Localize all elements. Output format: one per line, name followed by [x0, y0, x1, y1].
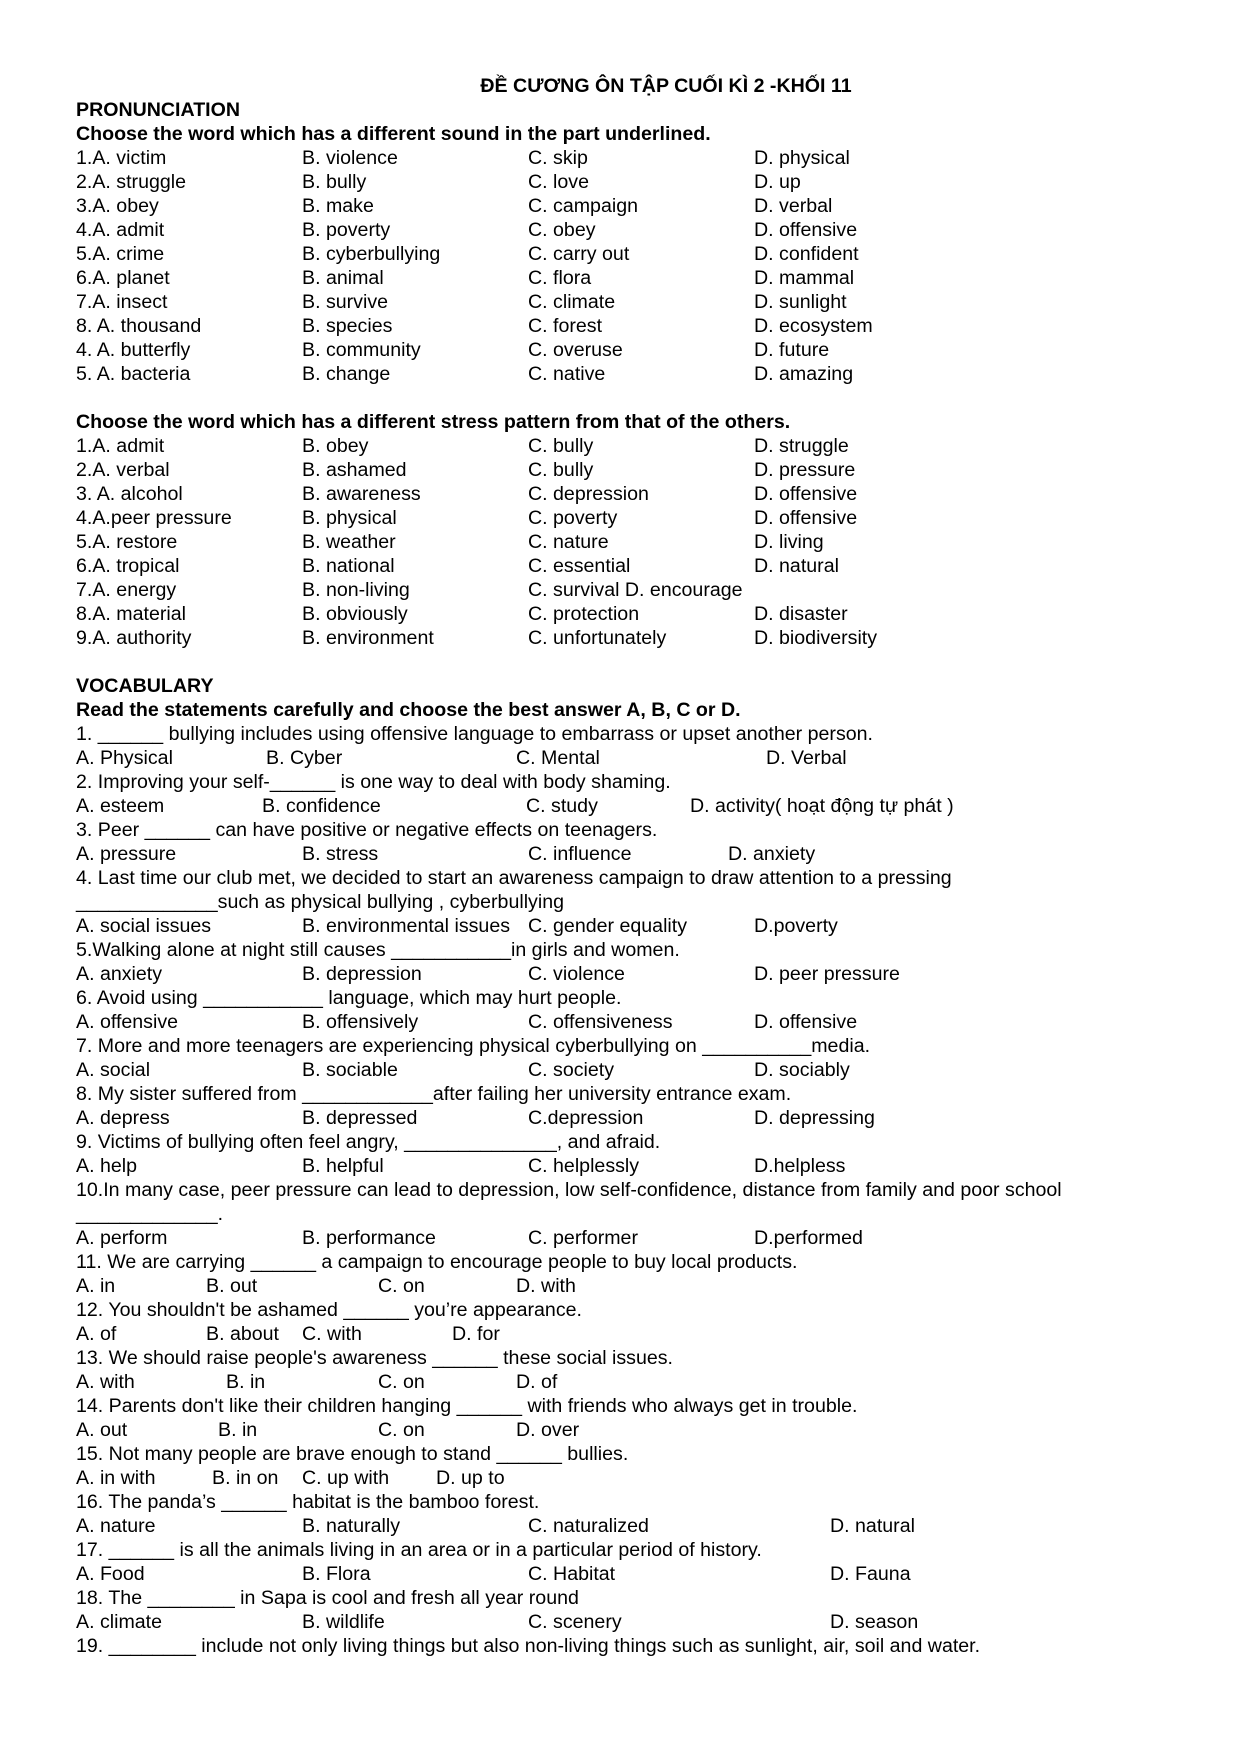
answer-option: C. love: [528, 171, 589, 193]
answer-option: D. up: [754, 171, 801, 193]
answer-option: 1.A. victim: [76, 147, 167, 169]
answer-options-row: [76, 1010, 1176, 1034]
answer-option: A. of: [76, 1323, 117, 1345]
question-text: 10.In many case, peer pressure can lead to depression, low self-confidence, distance from family and poor school: [76, 1179, 1062, 1201]
answer-option: B. helpful: [302, 1155, 384, 1177]
answer-option: D. activity( hoạt động tự phát ): [690, 795, 954, 817]
question-text: 18. The ________ in Sapa is cool and fresh all year round: [76, 1587, 579, 1609]
answer-options-row: [76, 914, 1176, 938]
answer-option: C. performer: [528, 1227, 638, 1249]
pronunciation-heading: PRONUNCIATION: [76, 99, 241, 121]
answer-option: A. in: [76, 1275, 116, 1297]
answer-option: A. Food: [76, 1563, 145, 1585]
answer-option: D. mammal: [754, 267, 855, 289]
answer-option: B. Cyber: [266, 747, 343, 769]
answer-option: D. sociably: [754, 1059, 850, 1081]
answer-option: 9.A. authority: [76, 627, 192, 649]
answer-option: D. offensive: [754, 483, 858, 505]
answer-option: B. cyberbullying: [302, 243, 441, 265]
answer-option: C. survival D. encourage: [528, 579, 743, 601]
answer-option: C. scenery: [528, 1611, 622, 1633]
answer-option: 8. A. thousand: [76, 315, 202, 337]
answer-option: C. carry out: [528, 243, 630, 265]
question-row: [76, 626, 1176, 650]
answer-option: C. bully: [528, 435, 594, 457]
answer-option: B. sociable: [302, 1059, 398, 1081]
answer-option: D. confident: [754, 243, 859, 265]
answer-option: C. on: [378, 1275, 425, 1297]
question-row: [76, 266, 1176, 290]
answer-option: C. forest: [528, 315, 603, 337]
answer-option: D. anxiety: [728, 843, 816, 865]
answer-options-row: [76, 842, 1176, 866]
answer-option: D. pressure: [754, 459, 856, 481]
answer-option: B. confidence: [262, 795, 381, 817]
answer-option: A. offensive: [76, 1011, 179, 1033]
answer-option: B. violence: [302, 147, 398, 169]
question-row: [76, 338, 1176, 362]
answer-option: D. future: [754, 339, 830, 361]
answer-option: 8.A. material: [76, 603, 186, 625]
answer-option: B. animal: [302, 267, 384, 289]
answer-option: A. social issues: [76, 915, 212, 937]
vocabulary-instruction: Read the statements carefully and choose the best answer A, B, C or D.: [76, 699, 741, 721]
question-text: 16. The panda’s ______ habitat is the bamboo forest.: [76, 1491, 540, 1513]
answer-option: B. physical: [302, 507, 397, 529]
answer-option: D. of: [516, 1371, 558, 1393]
answer-option: D. over: [516, 1419, 580, 1441]
answer-option: D. offensive: [754, 1011, 858, 1033]
answer-option: A. social: [76, 1059, 151, 1081]
answer-option: D. offensive: [754, 219, 858, 241]
answer-option: 7.A. insect: [76, 291, 168, 313]
answer-option: D. sunlight: [754, 291, 847, 313]
answer-option: B. wildlife: [302, 1611, 385, 1633]
answer-option: C. obey: [528, 219, 596, 241]
answer-option: D. Verbal: [766, 747, 847, 769]
answer-option: B. stress: [302, 843, 379, 865]
question-text: 8. My sister suffered from ____________after failing her university entrance exam.: [76, 1083, 792, 1105]
answer-option: D. peer pressure: [754, 963, 900, 985]
answer-option: C. bully: [528, 459, 594, 481]
answer-option: [754, 578, 1054, 602]
answer-option: 6.A. tropical: [76, 555, 180, 577]
vocabulary-question-list: [76, 722, 1176, 1658]
answer-option: 5.A. restore: [76, 531, 178, 553]
question-row: [76, 314, 1176, 338]
answer-option: 7.A. energy: [76, 579, 177, 601]
question-text: _____________.: [76, 1203, 224, 1225]
answer-option: A. climate: [76, 1611, 163, 1633]
answer-option: A. pressure: [76, 843, 177, 865]
answer-option: A. help: [76, 1155, 138, 1177]
vocabulary-heading: VOCABULARY: [76, 675, 214, 697]
answer-options-row: [76, 1154, 1176, 1178]
answer-option: B. obey: [302, 435, 369, 457]
question-row: [76, 554, 1176, 578]
question-text: 12. You shouldn't be ashamed ______ you’re appearance.: [76, 1299, 582, 1321]
answer-option: A. anxiety: [76, 963, 163, 985]
answer-option: D. natural: [754, 555, 839, 577]
answer-option: A. esteem: [76, 795, 165, 817]
answer-option: 3. A. alcohol: [76, 483, 183, 505]
question-text: 19. ________ include not only living things but also non-living things such as sunlight, air, soil and water.: [76, 1635, 981, 1657]
question-text: 15. Not many people are brave enough to stand ______ bullies.: [76, 1443, 629, 1465]
answer-option: B. weather: [302, 531, 396, 553]
answer-options-row: [76, 962, 1176, 986]
answer-option: D. physical: [754, 147, 850, 169]
answer-options-row: [76, 1418, 1176, 1442]
answer-option: C. unfortunately: [528, 627, 667, 649]
answer-option: A. perform: [76, 1227, 168, 1249]
answer-option: A. with: [76, 1371, 135, 1393]
page-title: ĐỀ CƯƠNG ÔN TẬP CUỐI KÌ 2 -KHỐI 11: [480, 75, 852, 97]
answer-option: B. in: [218, 1419, 258, 1441]
question-text: 17. ______ is all the animals living in an area or in a particular period of history.: [76, 1539, 762, 1561]
answer-option: C. naturalized: [528, 1515, 649, 1537]
answer-option: B. performance: [302, 1227, 436, 1249]
answer-option: C. influence: [528, 843, 632, 865]
answer-option: B. naturally: [302, 1515, 401, 1537]
answer-option: 4.A. admit: [76, 219, 165, 241]
answer-options-row: [76, 1370, 1176, 1394]
answer-option: D. Fauna: [830, 1563, 911, 1585]
answer-option: A. out: [76, 1419, 128, 1441]
question-text: 2. Improving your self-______ is one way to deal with body shaming.: [76, 771, 671, 793]
answer-option: C. helplessly: [528, 1155, 640, 1177]
answer-option: D.poverty: [754, 915, 838, 937]
answer-option: B. offensively: [302, 1011, 419, 1033]
spacer: [76, 650, 1176, 674]
answer-option: C. Habitat: [528, 1563, 616, 1585]
question-row: [76, 434, 1176, 458]
stress-question-list: [76, 434, 1176, 650]
answer-option: D. season: [830, 1611, 919, 1633]
answer-options-row: [76, 1610, 1176, 1634]
answer-option: C. essential: [528, 555, 631, 577]
answer-option: A. in with: [76, 1467, 156, 1489]
answer-option: D. depressing: [754, 1107, 875, 1129]
answer-option: C. on: [378, 1371, 425, 1393]
pronunciation-instruction-stress: Choose the word which has a different stress pattern from that of the others.: [76, 411, 791, 433]
question-text: 1. ______ bullying includes using offensive language to embarrass or upset another person.: [76, 723, 873, 745]
question-text: 14. Parents don't like their children hanging ______ with friends who always get in trouble.: [76, 1395, 858, 1417]
answer-option: B. environment: [302, 627, 434, 649]
question-text: 4. Last time our club met, we decided to start an awareness campaign to draw attention to a pressing: [76, 867, 952, 889]
question-text: 9. Victims of bullying often feel angry, ______________, and afraid.: [76, 1131, 661, 1153]
answer-option: 2.A. verbal: [76, 459, 170, 481]
answer-option: 5. A. bacteria: [76, 363, 191, 385]
answer-options-row: [76, 746, 1176, 770]
answer-option: B. in on: [212, 1467, 279, 1489]
answer-option: B. awareness: [302, 483, 421, 505]
answer-option: D. natural: [830, 1515, 915, 1537]
answer-option: B. survive: [302, 291, 389, 313]
answer-option: B. community: [302, 339, 421, 361]
pronunciation-instruction-sound: Choose the word which has a different sound in the part underlined.: [76, 123, 711, 145]
answer-options-row: [76, 1514, 1176, 1538]
answer-options-row: [76, 1058, 1176, 1082]
answer-option: B. bully: [302, 171, 367, 193]
answer-option: C. overuse: [528, 339, 623, 361]
answer-option: 6.A. planet: [76, 267, 170, 289]
answer-option: D. verbal: [754, 195, 833, 217]
answer-option: 4. A. butterfly: [76, 339, 191, 361]
answer-option: C. study: [526, 795, 598, 817]
answer-option: C. flora: [528, 267, 592, 289]
question-row: [76, 578, 1176, 602]
answer-option: C. native: [528, 363, 606, 385]
answer-option: B. environmental issues: [302, 915, 511, 937]
answer-option: D. disaster: [754, 603, 848, 625]
question-row: [76, 458, 1176, 482]
answer-option: B. in: [226, 1371, 266, 1393]
answer-option: A. nature: [76, 1515, 156, 1537]
answer-option: 2.A. struggle: [76, 171, 187, 193]
answer-options-row: [76, 1106, 1176, 1130]
answer-option: C. offensiveness: [528, 1011, 673, 1033]
question-row: [76, 218, 1176, 242]
answer-option: D. offensive: [754, 507, 858, 529]
answer-option: C. gender equality: [528, 915, 688, 937]
answer-option: B. depressed: [302, 1107, 418, 1129]
answer-option: B. depression: [302, 963, 422, 985]
answer-option: B. national: [302, 555, 395, 577]
answer-option: D. biodiversity: [754, 627, 878, 649]
answer-option: 1.A. admit: [76, 435, 165, 457]
answer-option: B. poverty: [302, 219, 391, 241]
question-text: 11. We are carrying ______ a campaign to encourage people to buy local products.: [76, 1251, 798, 1273]
answer-option: D.performed: [754, 1227, 863, 1249]
answer-option: D. living: [754, 531, 824, 553]
answer-options-row: [76, 1226, 1176, 1250]
question-text: 5.Walking alone at night still causes ___________in girls and women.: [76, 939, 680, 961]
answer-option: C.depression: [528, 1107, 644, 1129]
answer-option: D. with: [516, 1275, 576, 1297]
answer-option: C. protection: [528, 603, 640, 625]
question-row: [76, 194, 1176, 218]
answer-option: D. struggle: [754, 435, 849, 457]
answer-option: 4.A.peer pressure: [76, 507, 232, 529]
question-text: 3. Peer ______ can have positive or negative effects on teenagers.: [76, 819, 658, 841]
answer-option: C. on: [378, 1419, 425, 1441]
answer-option: C. up with: [302, 1467, 390, 1489]
answer-option: C. violence: [528, 963, 625, 985]
answer-options-row: [76, 1466, 1176, 1490]
answer-option: 3.A. obey: [76, 195, 159, 217]
answer-option: C. society: [528, 1059, 615, 1081]
answer-option: D. for: [452, 1323, 500, 1345]
answer-option: D. up to: [436, 1467, 505, 1489]
answer-option: A. Physical: [76, 747, 173, 769]
question-row: [76, 482, 1176, 506]
answer-option: C. Mental: [516, 747, 600, 769]
answer-option: D. amazing: [754, 363, 854, 385]
spacer: [76, 386, 1176, 410]
answer-option: 5.A. crime: [76, 243, 165, 265]
question-text: 7. More and more teenagers are experiencing physical cyberbullying on __________media.: [76, 1035, 871, 1057]
answer-option: C. with: [302, 1323, 362, 1345]
question-row: [76, 530, 1176, 554]
answer-options-row: [76, 1562, 1176, 1586]
answer-option: B. Flora: [302, 1563, 371, 1585]
answer-option: C. skip: [528, 147, 588, 169]
answer-option: C. poverty: [528, 507, 618, 529]
answer-option: B. about: [206, 1323, 279, 1345]
question-text: 13. We should raise people's awareness ______ these social issues.: [76, 1347, 673, 1369]
question-row: [76, 170, 1176, 194]
answer-option: B. out: [206, 1275, 258, 1297]
answer-option: B. non-living: [302, 579, 410, 601]
question-row: [76, 290, 1176, 314]
worksheet-page: [76, 74, 1176, 1658]
question-row: [76, 146, 1176, 170]
answer-option: B. species: [302, 315, 393, 337]
answer-option: B. change: [302, 363, 391, 385]
question-row: [76, 242, 1176, 266]
question-text: 6. Avoid using ___________ language, which may hurt people.: [76, 987, 622, 1009]
question-row: [76, 506, 1176, 530]
answer-option: B. make: [302, 195, 374, 217]
answer-option: B. obviously: [302, 603, 408, 625]
answer-option: C. climate: [528, 291, 616, 313]
question-row: [76, 362, 1176, 386]
question-text: _____________such as physical bullying , cyberbullying: [76, 891, 564, 913]
answer-option: C. nature: [528, 531, 609, 553]
answer-options-row: [76, 794, 1176, 818]
answer-option: A. depress: [76, 1107, 170, 1129]
answer-option: D. ecosystem: [754, 315, 873, 337]
question-row: [76, 602, 1176, 626]
answer-option: C. campaign: [528, 195, 638, 217]
answer-option: B. ashamed: [302, 459, 407, 481]
sound-question-list: [76, 146, 1176, 386]
answer-option: D.helpless: [754, 1155, 846, 1177]
answer-options-row: [76, 1322, 1176, 1346]
answer-options-row: [76, 1274, 1176, 1298]
answer-option: C. depression: [528, 483, 649, 505]
